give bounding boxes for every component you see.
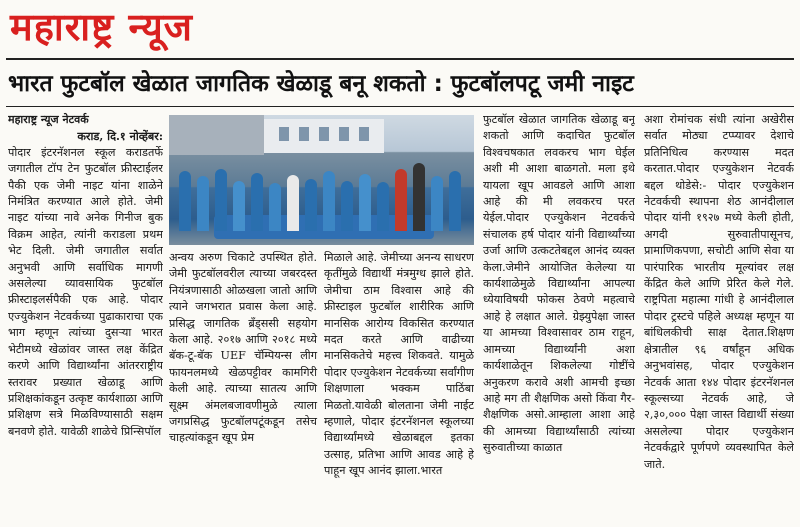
headline-rule [6,106,794,107]
column-5 [644,112,794,524]
article-text-col1: पोदार इंटरनॅशनल स्कूल कराडतर्फे जगातील टॉप टेन फुटबॉल फ्रीस्टाईलर पैकी एक जेमी नाइट यांना शाळेने निमंत्रित करण्यात आले होते. जेमी नाइट यांच्या नावे अनेक गिनीज बुक विक्रम आहेत, त्यांनी कराडला प्रथम भेट दिली. जेमी जगातील सर्वात अनुभवी आणि सर्वाधिक मागणी असलेल्या व्यावसायिक फुटबॉल फ्रीस्टाइलर्सपैकी एक आहे. पोदार एज्युकेशन नेटवर्कच्या पुढाकाराचा एक भाग म्हणून त्यांच्या दुसऱ्या भारत भेटीमध्ये खेळांवर जास्त लक्ष केंद्रित करणे आणि विद्यार्थ्यांना आंतरराष्ट्रीय स्तरावर प्रख्यात खेळाडू आणि प्रशिक्षकांकडून उत्कृष्ट कार्यशाळा आणि प्रशिक्षण सत्रे मिळविण्यासाठी सक्षम बनवणे होते. यावेळी शाळेचे प्रिन्सिपॉल [8,145,163,438]
headline: भारत फुटबॉल खेळात जागतिक खेळाडू बनू शकतो : फुटबॉलपटू जमी नाइट [8,71,634,97]
column-4 [483,112,635,524]
article-text-col2: अन्वय अरुण चिकाटे उपस्थित होते. जेमी फुटबॉलवरील त्याच्या जबरदस्त नियंत्रणासाठी ओळखला जातो आणि त्याने जगभरात प्रवास केला आहे. प्रसिद्ध जागतिक ब्रँड्ससी सहयोग केला आहे. २०१७ आणि २०१८ मध्ये बॅक-टू-बॅक UEF चॅम्पियन्स लीग फायनलमध्ये खेळपट्टीवर कामगिरी केली आहे. त्याच्या सातत्य आणि सूक्ष्म अंमलबजावणीमुळे त्याला जगप्रसिद्ध फुटबॉलपटूंकडून तसेच चाहत्यांकडून खूप प्रेम [169,251,317,445]
article-text-col3: मिळाले आहे. जेमीच्या अनन्य साधरण कृतींमुळे विद्यार्थी मंत्रमुग्ध झाले होते. जेमीचा ठाम विश्वास आहे की फ्रीस्टाइल फुटबॉल शारीरिक आणि मानसिक आरोग्य विकसित करण्यात मदत करते आणि वाढीच्या मानसिकतेचे महत्त्व शिकवते. यामुळे पोदार एज्युकेशन नेटवर्कच्या सर्वांगीण शिक्षणाला भक्कम पाठिंबा मिळतो.यावेळी बोलताना जेमी नाईट म्हणाले, पोदार इंटरनॅशनल स्कूलच्या विद्यार्थ्यांमध्ये खेळाबद्दल इतका उत्साह, प्रतिभा आणि आवड आहे हे पाहून खूप आनंद झाला.भारत [324,251,474,478]
byline: महाराष्ट्र न्यूज नेटवर्क [8,113,89,126]
masthead: महाराष्ट्र न्यूज [10,5,193,49]
article-photo [169,115,474,245]
column-2 [169,250,474,524]
dateline: कराड, दि.१ नोव्हेंबर: [77,129,163,144]
column-1 [8,112,163,524]
article-text-col4: फुटबॉल खेळात जागतिक खेळाडू बनू शकतो आणि कदाचित फुटबॉल विश्वचषकात लवकरच भाग घेईल अशी मी आशा बाळगतो. मला इथे यायला खूप आवडले आणि आशा आहे की मी लवकरच परत येईल.पोदार एज्युकेशन नेटवर्कचे संचालक हर्ष पोदार यांनी विद्यार्थ्यांच्या उर्जा आणि उत्कटतेबद्दल आनंद व्यक्त केला.जेमीने आयोजित केलेल्या या कार्यशाळेमुळे विद्यार्थ्यांना आपल्या ध्येयाविषयी फोकस ठेवणे महत्वाचे आहे हे लक्षात आले. ग्रेझ्युपेक्षा जास्त या आमच्या विश्वासावर ठाम राहून, आमच्या विद्यार्थ्यांनी अशा कार्यशाळेतून शिकलेल्या गोष्टींचे अनुकरण करावे अशी आमची इच्छा आहे मग ती शैक्षणिक असो किंवा गैर-शैक्षणिक असो.आम्हाला आशा आहे की आमच्या विद्यार्थ्यांसाठी त्यांच्या सुरुवातीच्या काळात [483,113,635,455]
top-rule [6,58,794,60]
article-text-col5: अशा रोमांचक संधी त्यांना अखेरीस सर्वात मोठ्या टप्प्यावर देशाचे प्रतिनिधित्व करण्यास मदत करतात.पोदार एज्युकेशन नेटवर्क बद्दल थोडेसे:- पोदार एज्युकेशन नेटवर्कची स्थापना शेठ आनंदीलाल पोदार यांनी १९२७ मध्ये केली होती, अगदी सुरुवातीपासूनच, प्रामाणिकपणा, सचोटी आणि सेवा या पारंपारिक भारतीय मूल्यांवर लक्ष केंद्रित केले आणि प्रेरित केले गेले. राष्ट्रपिता महात्मा गांधी हे आनंदीलाल पोदार ट्रस्टचे पहिले अध्यक्ष म्हणून या बांधिलकीची साक्ष देतात.शिक्षण क्षेत्रातील ९६ वर्षांहून अधिक अनुभवांसह, पोदार एज्युकेशन नेटवर्क आता १४४ पोदार इंटरनॅशनल स्कूल्सच्या नेटवर्क आहे, जे २,३०,००० पेक्षा जास्त विद्यार्थी संख्या असलेल्या पोदार एज्युकेशन नेटवर्कद्वारे पूर्णपणे व्यवस्थापित केले जाते. [644,113,794,471]
